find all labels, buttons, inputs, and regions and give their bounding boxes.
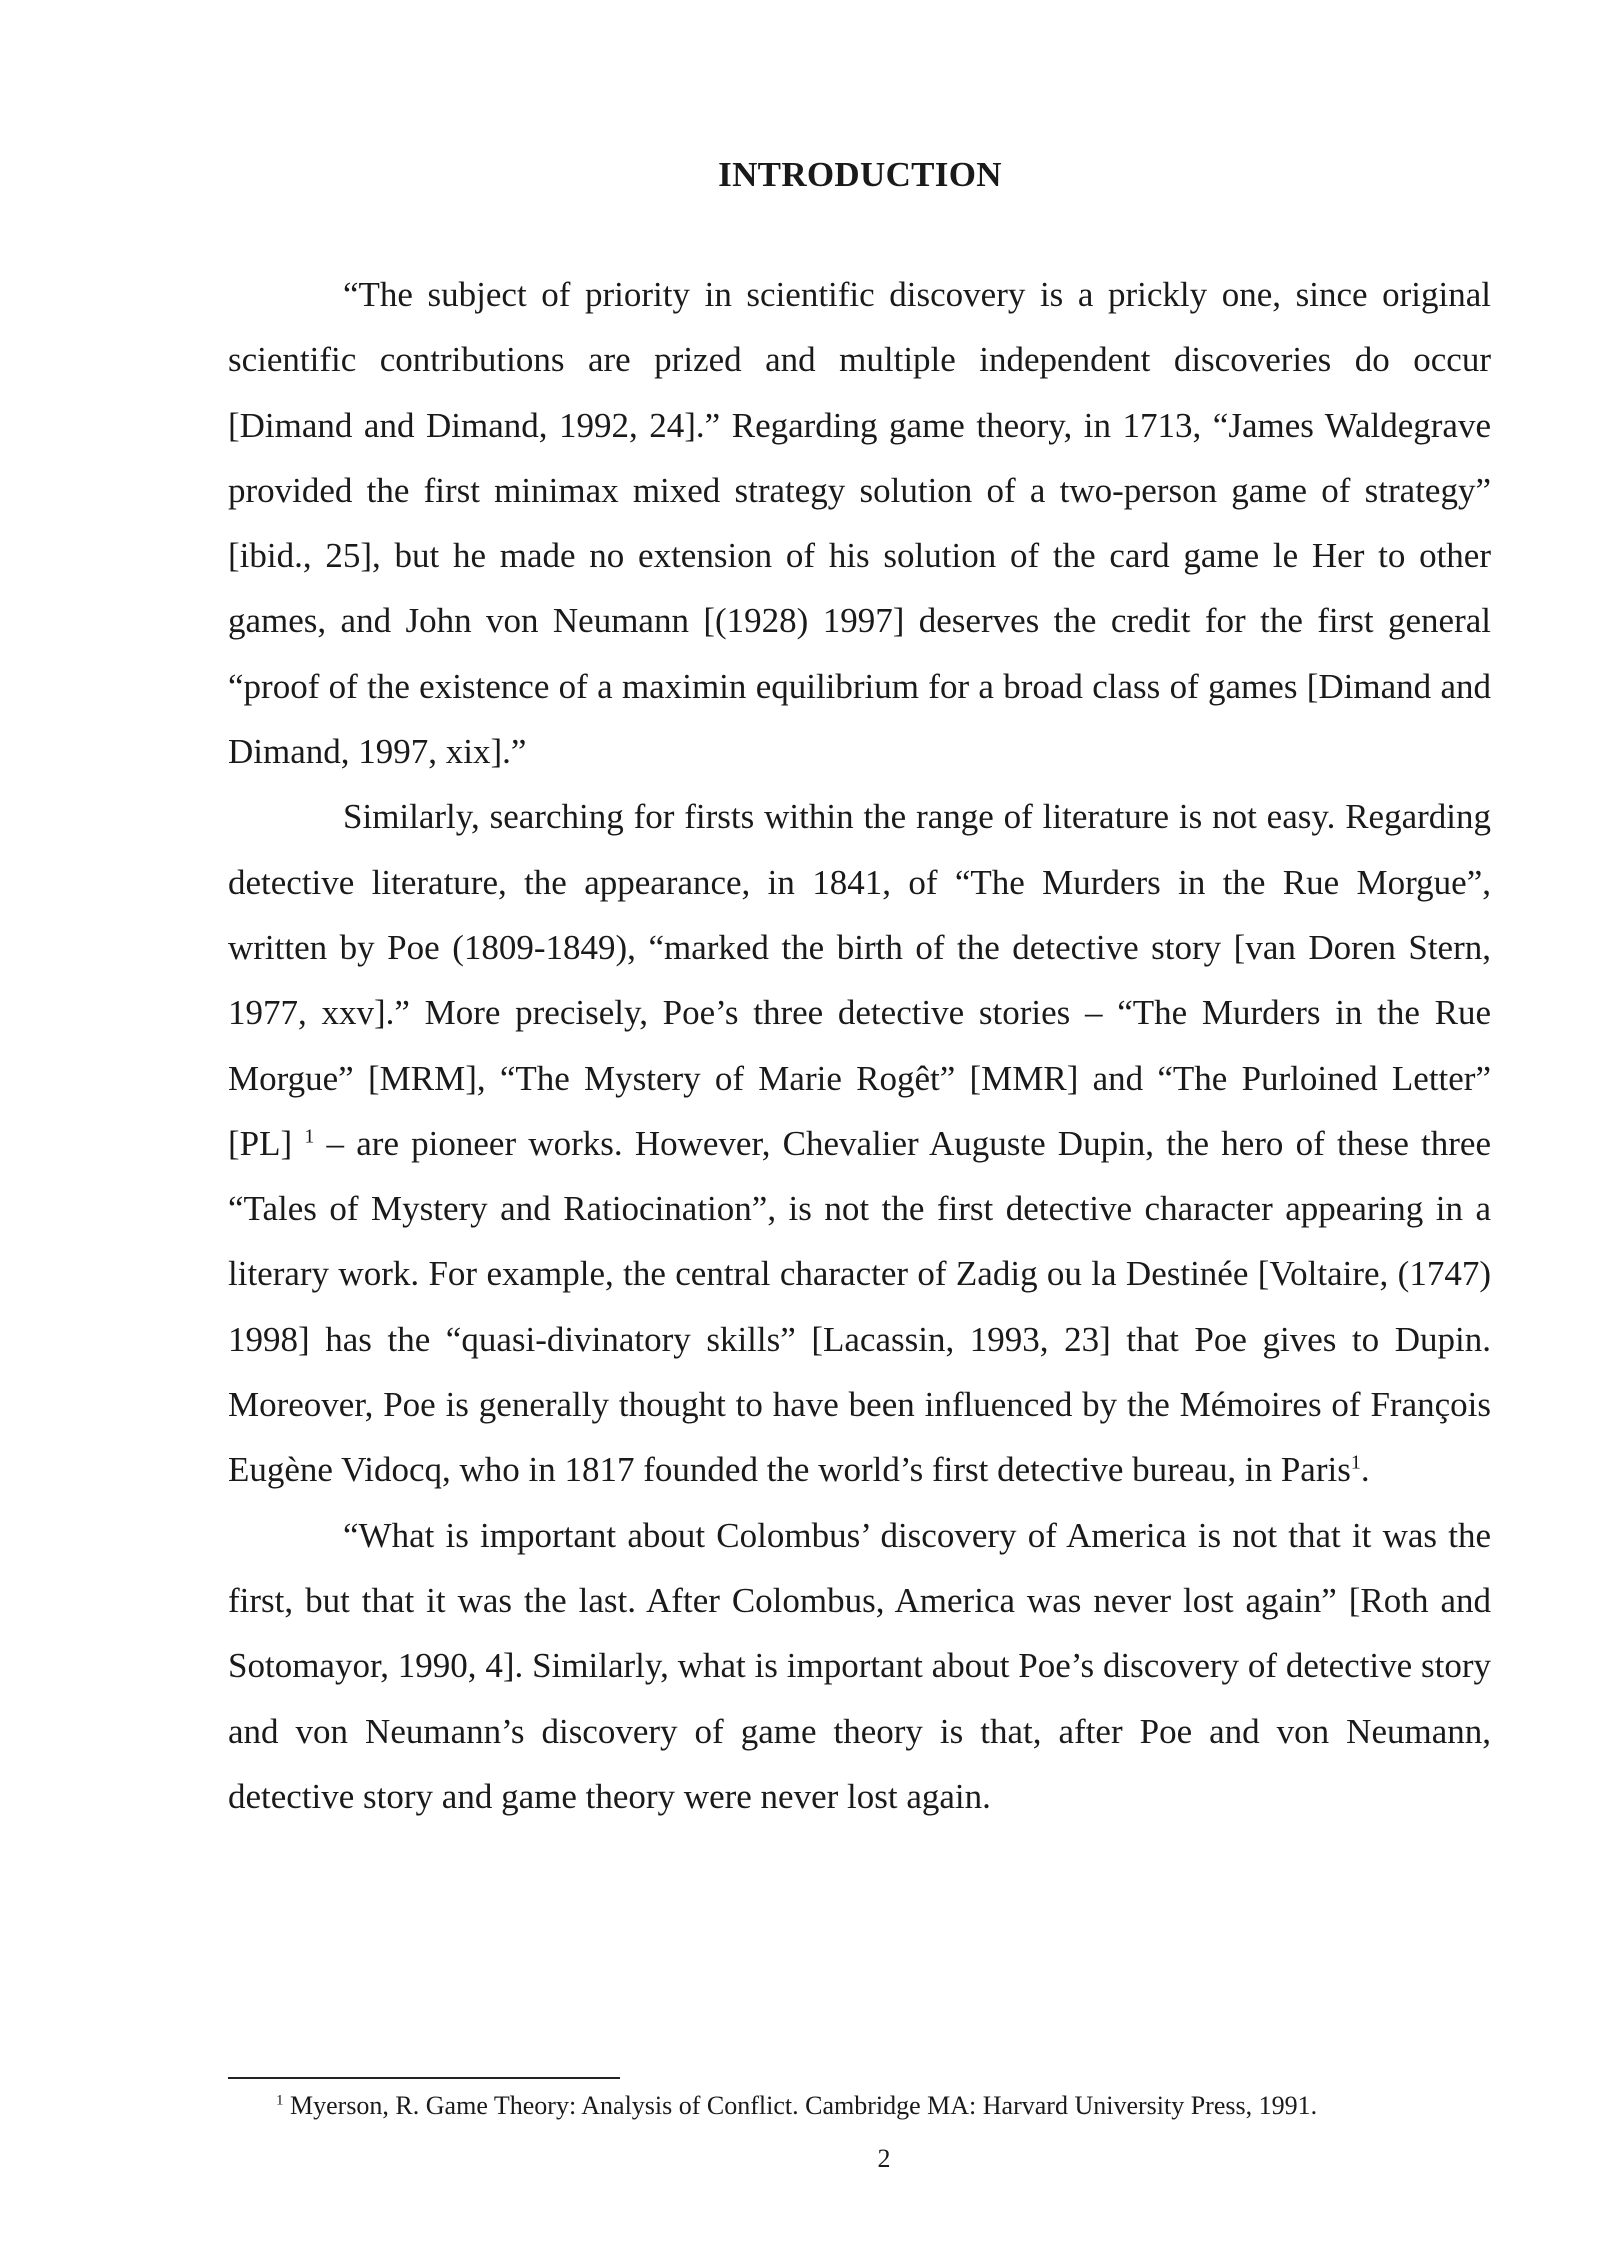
body-text [228, 262, 1491, 1829]
footnote-marker: 1 [276, 2092, 284, 2109]
paragraph-text-part: – are pioneer works. However, Chevalier Auguste Dupin, the hero of these three “Tales of Mystery and Ratiocination”, is not the first detective character appearing in a literary work. For example, the central character of Zadig ou la Destinée [Voltaire, (1747) 1998] has the “quasi-divinatory skills” [Lacassin, 1993, 23] that Poe gives to Dupin. Moreover, Poe is generally thought to have been influenced by the Mémoires of François Eugène Vidocq, who in 1817 founded the world’s first detective bureau, in Paris [228, 1123, 1492, 1490]
paragraph-detective-literature [228, 784, 1491, 1502]
section-title: INTRODUCTION [718, 155, 1002, 194]
page-number: 2 [877, 2144, 891, 2173]
footnote-reference: 1 [1350, 1451, 1361, 1474]
paragraph-text-part: . [1360, 1450, 1370, 1490]
footnote-reference: 1 [304, 1125, 315, 1148]
footnote-separator [228, 2077, 620, 2079]
footnote-text: Myerson, R. Game Theory: Analysis of Conflict. Cambridge MA: Harvard University Press, 1991. [283, 2091, 1318, 2120]
paragraph-priority: “The subject of priority in scientific discovery is a prickly one, since original scientific contributions are prized and multiple independent discoveries do occur [Dimand and Dimand, 1992, 24].” Regarding game theory, in 1713, “James Waldegrave provided the first minimax mixed strategy solution of a two-person game of strategy” [ibid., 25], but he made no extension of his solution of the card game le Her to other games, and John von Neumann [(1928) 1997] deserves the credit for the first general “proof of the existence of a maximin equilibrium for a broad class of games [Dimand and Dimand, 1997, xix].” [228, 275, 1491, 772]
footnote [276, 2090, 1491, 2122]
paragraph-text-part: Similarly, searching for firsts within the range of literature is not easy. Regarding detective literature, the appearance, in 1841, of “The Murders in the Rue Morgue”, written by Poe (1809-1849), “marked the birth of the detective story [van Doren Stern, 1977, xxv].” More precisely, Poe’s three detective stories – “The Murders in the Rue Morgue” [MRM], “The Mystery of Marie Rogêt” [MMR] and “The Purloined Letter” [PL] [228, 797, 1491, 1163]
paragraph-colombus: “What is important about Colombus’ discovery of America is not that it was the first, but that it was the last. After Colombus, America was never lost again” [Roth and Sotomayor, 1990, 4]. Similarly, what is important about Poe’s discovery of detective story and von Neumann’s discovery of game theory is that, after Poe and von Neumann, detective story and game theory were never lost again. [228, 1515, 1491, 1816]
